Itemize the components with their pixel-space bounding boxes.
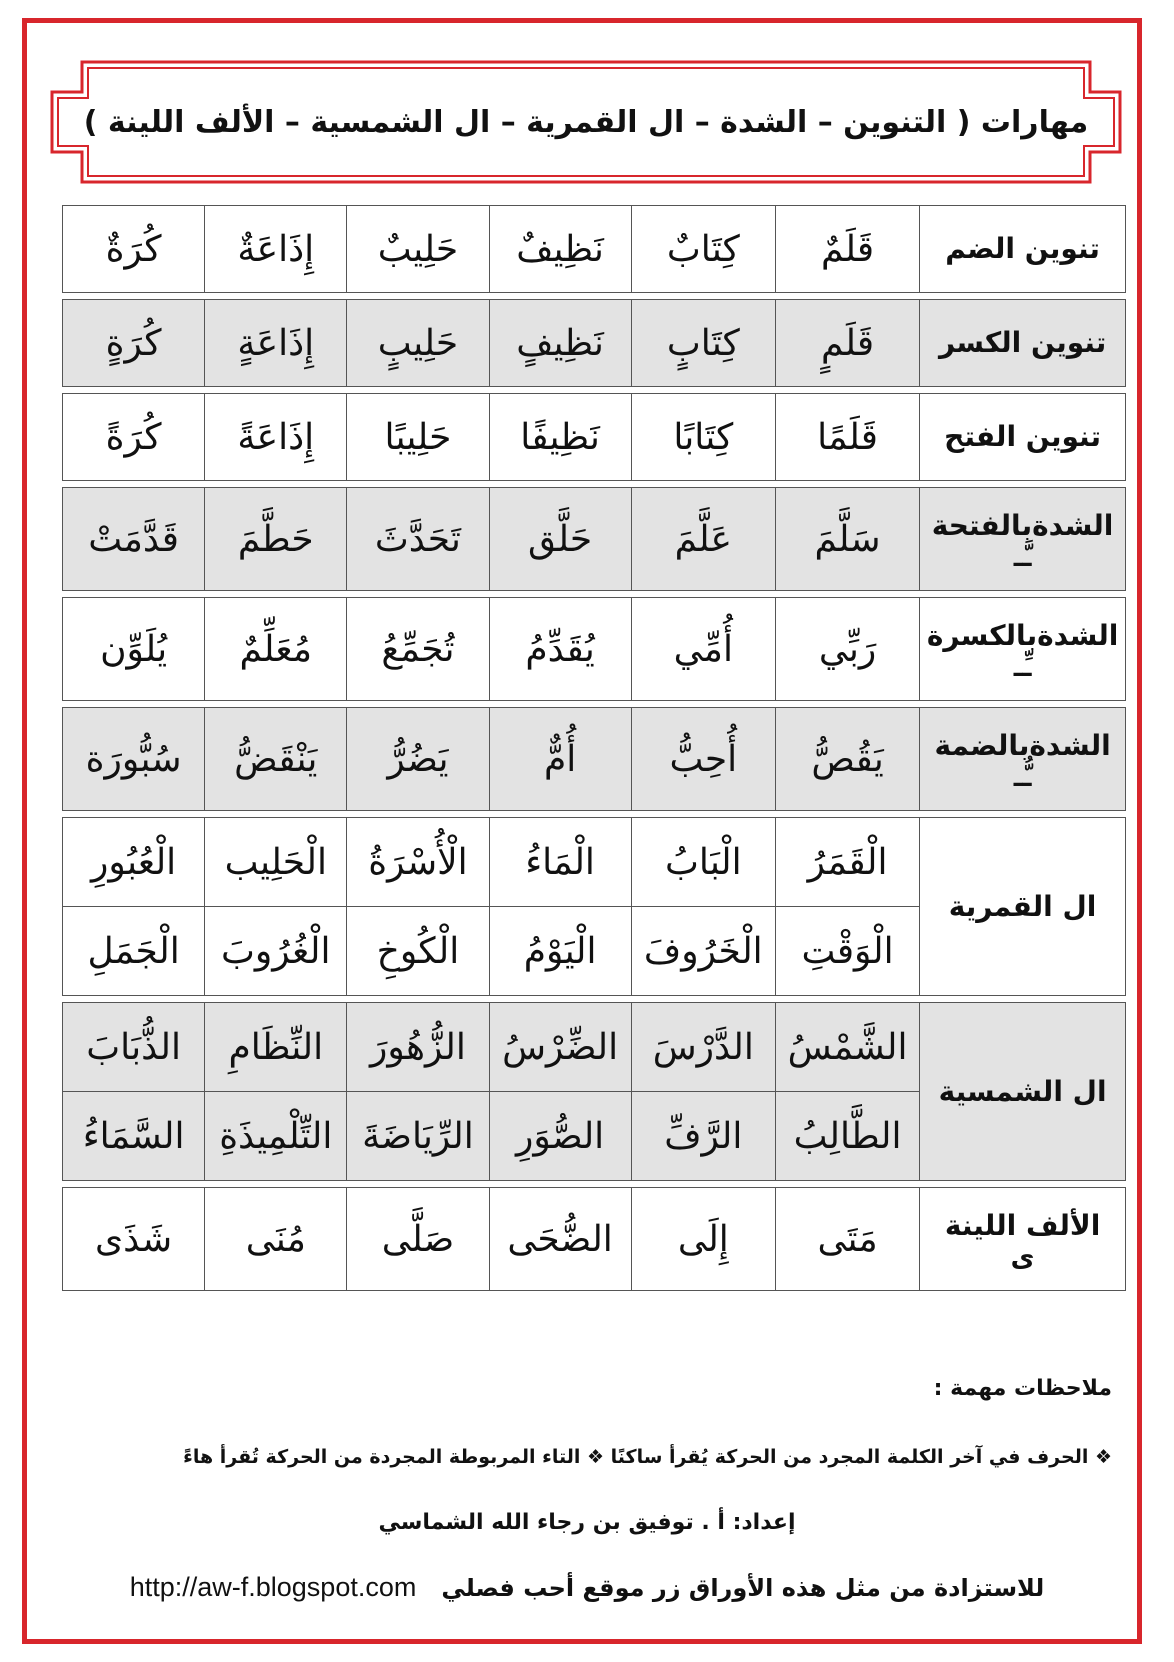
skills-table: [62, 205, 1126, 1291]
word-cell: كُرَةٌ: [63, 206, 205, 293]
word-cell: إِذَاعَةٍ: [205, 300, 347, 387]
word-cell: الْحَلِيب: [205, 818, 347, 907]
word-cell: نَظِيفًا: [489, 394, 631, 481]
word-cell: الْقَمَرُ: [775, 818, 919, 907]
word-cell: كِتَابًا: [631, 394, 775, 481]
word-cell: شَذَى: [63, 1188, 205, 1291]
notes-title: ملاحظات مهمة :: [933, 1376, 1112, 1401]
word-cell: الذُّبَابَ: [63, 1003, 205, 1092]
word-cell: يُلَوِّن: [63, 598, 205, 701]
word-cell: يَقُصُّ: [775, 708, 919, 811]
word-cell: تُجَمِّعُ: [347, 598, 489, 701]
word-cell: يُقَدِّمُ: [489, 598, 631, 701]
row-spacer: [63, 293, 1126, 300]
row-label: [920, 708, 1126, 811]
word-cell: الْبَابُ: [631, 818, 775, 907]
word-cell: قَلَمًا: [775, 394, 919, 481]
word-cell: حَلَّق: [489, 488, 631, 591]
row-label-text: ال الشمسية: [938, 1074, 1107, 1108]
word-cell: الزُّهُورَ: [347, 1003, 489, 1092]
word-cell: الضُّحَى: [489, 1188, 631, 1291]
word-cell: كُرَةً: [63, 394, 205, 481]
word-cell: الْعُبُورِ: [63, 818, 205, 907]
row-label: [920, 206, 1126, 293]
word-cell: السَّمَاءُ: [63, 1092, 205, 1181]
word-cell: رَبِّي: [775, 598, 919, 701]
row-label: [920, 818, 1126, 996]
word-cell: إِذَاعَةً: [205, 394, 347, 481]
row-label-text: الشدةبالفتحة: [931, 509, 1114, 543]
word-cell: الصُّوَرِ: [489, 1092, 631, 1181]
word-cell: صَلَّى: [347, 1188, 489, 1291]
table-row: [63, 394, 1126, 481]
word-cell: إِلَى: [631, 1188, 775, 1291]
footer: [0, 1572, 1174, 1603]
word-cell: الرِّيَاضَةَ: [347, 1092, 489, 1181]
row-label: [920, 488, 1126, 591]
page-title: مهارات ( التنوين – الشدة – ال القمرية – ال الشمسية – الألف اللينة ): [83, 104, 1089, 140]
word-cell: حَلِيبٍ: [347, 300, 489, 387]
row-spacer: [63, 996, 1126, 1003]
word-cell: أُمِّي: [631, 598, 775, 701]
word-cell: الْمَاءُ: [489, 818, 631, 907]
word-cell: سَلَّمَ: [775, 488, 919, 591]
word-cell: الدَّرْسَ: [631, 1003, 775, 1092]
diacritic-mark: ـِّـ: [1013, 652, 1032, 683]
row-label-text: تنوين الكسر: [938, 326, 1107, 360]
word-cell: قَدَّمَتْ: [63, 488, 205, 591]
table-row: [63, 1003, 1126, 1092]
row-spacer: [63, 481, 1126, 488]
title-banner: [50, 60, 1122, 184]
row-label: [920, 300, 1126, 387]
word-cell: التِّلْمِيذَةِ: [205, 1092, 347, 1181]
row-label-text: الشدةبالضمة: [934, 729, 1111, 763]
row-label-text: تنوين الفتح: [944, 420, 1102, 454]
word-cell: حَلِيبًا: [347, 394, 489, 481]
row-spacer: [63, 591, 1126, 598]
word-cell: نَظِيفٌ: [489, 206, 631, 293]
table-row: [63, 206, 1126, 293]
table-body: [63, 206, 1126, 1291]
table-row: [63, 818, 1126, 907]
table-row: [63, 1188, 1126, 1291]
word-cell: حَلِيبٌ: [347, 206, 489, 293]
word-cell: الْوَقْتِ: [775, 907, 919, 996]
word-cell: النِّظَامِ: [205, 1003, 347, 1092]
row-label-text: ال القمرية: [948, 889, 1097, 923]
word-cell: الْأُسْرَةُ: [347, 818, 489, 907]
word-cell: قَلَمٍ: [775, 300, 919, 387]
word-cell: الْكُوخِ: [347, 907, 489, 996]
word-cell: كِتَابٌ: [631, 206, 775, 293]
word-cell: مُنَى: [205, 1188, 347, 1291]
word-cell: الْغُرُوبَ: [205, 907, 347, 996]
diacritic-mark: ـَّـ: [1013, 542, 1032, 573]
table-row: [63, 300, 1126, 387]
row-spacer: [63, 811, 1126, 818]
word-cell: يَنْقَضُّ: [205, 708, 347, 811]
row-spacer: [63, 1181, 1126, 1188]
word-cell: الْيَوْمُ: [489, 907, 631, 996]
word-cell: مَتَى: [775, 1188, 919, 1291]
word-cell: أُمٌّ: [489, 708, 631, 811]
row-label: [920, 1188, 1126, 1291]
word-cell: الطَّالِبُ: [775, 1092, 919, 1181]
word-cell: الْخَرُوفَ: [631, 907, 775, 996]
word-cell: نَظِيفٍ: [489, 300, 631, 387]
word-cell: تَحَدَّثَ: [347, 488, 489, 591]
blog-link[interactable]: http://aw-f.blogspot.com: [129, 1572, 417, 1602]
word-cell: الرَّفِّ: [631, 1092, 775, 1181]
word-cell: عَلَّمَ: [631, 488, 775, 591]
table-row: [63, 598, 1126, 701]
word-cell: الشَّمْسُ: [775, 1003, 919, 1092]
word-cell: قَلَمٌ: [775, 206, 919, 293]
word-cell: أُحِبُّ: [631, 708, 775, 811]
row-spacer: [63, 701, 1126, 708]
word-cell: كُرَةٍ: [63, 300, 205, 387]
word-cell: الضِّرْسُ: [489, 1003, 631, 1092]
word-cell: الْجَمَلِ: [63, 907, 205, 996]
word-cell: مُعَلِّمٌ: [205, 598, 347, 701]
row-label: [920, 1003, 1126, 1181]
word-cell: حَطَّمَ: [205, 488, 347, 591]
footer-text: للاستزادة من مثل هذه الأوراق زر موقع أحب فصلي: [441, 1574, 1045, 1602]
row-label-text: الألف اللينة: [944, 1209, 1101, 1243]
diacritic-mark: ى: [1010, 1242, 1035, 1273]
word-cell: يَضُرُّ: [347, 708, 489, 811]
table-row: [63, 708, 1126, 811]
diacritic-mark: ـُّـ: [1013, 762, 1032, 793]
word-cell: سُبُّورَة: [63, 708, 205, 811]
row-spacer: [63, 387, 1126, 394]
notes-text: ❖ الحرف في آخر الكلمة المجرد من الحركة يُقرأ ساكنًا ❖ التاء المربوطة المجردة من الحركة تُقرأ هاءً: [183, 1446, 1112, 1468]
table-row: [63, 488, 1126, 591]
row-label: [920, 394, 1126, 481]
word-cell: كِتَابٍ: [631, 300, 775, 387]
prepared-by: إعداد: أ . توفيق بن رجاء الله الشماسي: [378, 1510, 796, 1535]
row-label: [920, 598, 1126, 701]
word-cell: إِذَاعَةٌ: [205, 206, 347, 293]
row-label-text: تنوين الضم: [945, 232, 1100, 266]
row-label-text: الشدةبالكسرة: [926, 619, 1119, 653]
